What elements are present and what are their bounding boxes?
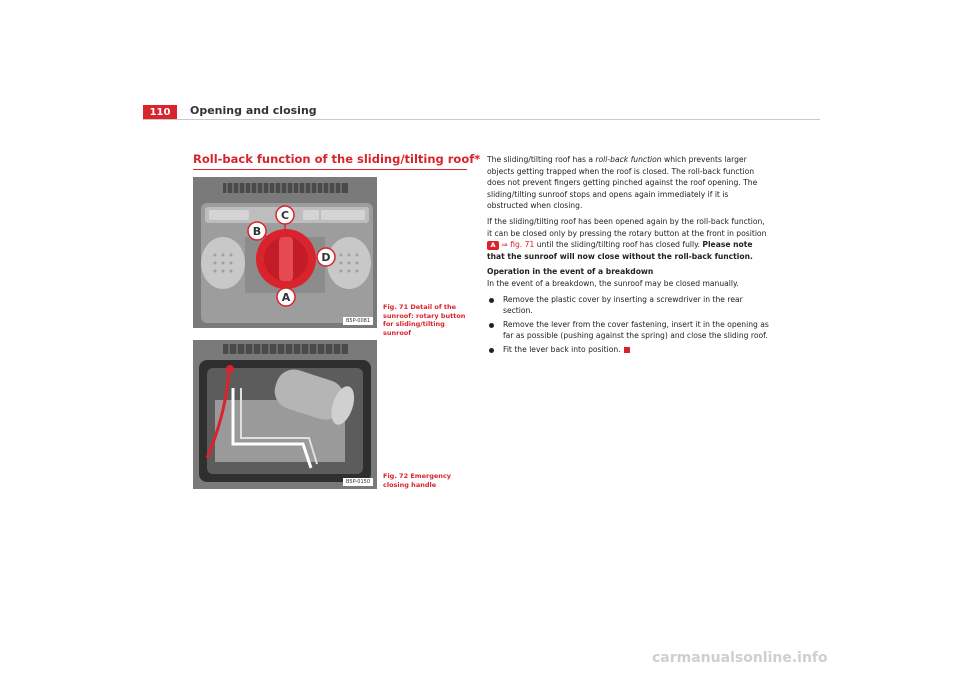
label-c: C	[280, 209, 290, 222]
paragraph-3: In the event of a breakdown, the sunroof may be closed manually.	[487, 278, 739, 288]
paragraph-2	[487, 216, 769, 262]
figure-link[interactable]: ⇒ fig. 71	[501, 240, 535, 250]
list-item: Remove the plastic cover by inserting a screwdriver in the rear section.	[487, 294, 769, 317]
figure-71-caption: Fig. 71 Detail of the sunroof: rotary button for sliding/tilting sunroof	[383, 303, 466, 337]
text-span: until the sliding/tilting roof has closed fully.	[534, 240, 703, 250]
paragraph-1	[487, 154, 769, 212]
body-text	[487, 154, 769, 358]
subheading-breakdown: Operation in the event of a breakdown	[487, 267, 654, 277]
list-item: Remove the lever from the cover fastening, insert it in the opening as far as possible (pushing against the spring) and close the sliding roof.	[487, 319, 769, 342]
page-number: 110	[143, 105, 177, 120]
footer-watermark: carmanualsonline.info	[652, 650, 828, 666]
figure-code: B5P-0150	[343, 478, 373, 486]
end-marker-icon	[624, 347, 630, 353]
page-title: Opening and closing	[190, 104, 317, 117]
header-divider	[143, 119, 820, 120]
list-item	[487, 344, 769, 356]
section-divider	[193, 169, 467, 170]
text-span: Fit the lever back into position.	[503, 344, 621, 354]
emphasis-text: roll-back function	[595, 155, 662, 164]
label-a: A	[281, 291, 291, 304]
text-span: The sliding/tilting roof has a	[487, 155, 596, 164]
position-badge-a: A	[487, 241, 499, 250]
figure-emergency-handle	[193, 340, 377, 489]
text-span: which prevents larger objects getting trapped when the roof is closed. The roll-back function does not prevent fingers getting pinched against the roof opening. The sliding/tilting sunroof stops and opens again immediately if it is obstructed when closing.	[487, 155, 758, 211]
label-b: B	[252, 225, 262, 238]
figure-rotary-button	[193, 177, 377, 328]
section-title: Roll-back function of the sliding/tilting roof*	[193, 152, 481, 166]
text-span: If the sliding/tilting roof has been opened again by the roll-back function, it can be closed only by pressing the rotary button at the front in position	[487, 216, 767, 238]
warning-text: Please note that the sunroof will now close without the roll-back function.	[487, 240, 753, 261]
label-d: D	[321, 251, 331, 264]
figure-72-caption: Fig. 72 Emergency closing handle	[383, 472, 451, 489]
figure-code: B5P-0081	[343, 317, 373, 325]
